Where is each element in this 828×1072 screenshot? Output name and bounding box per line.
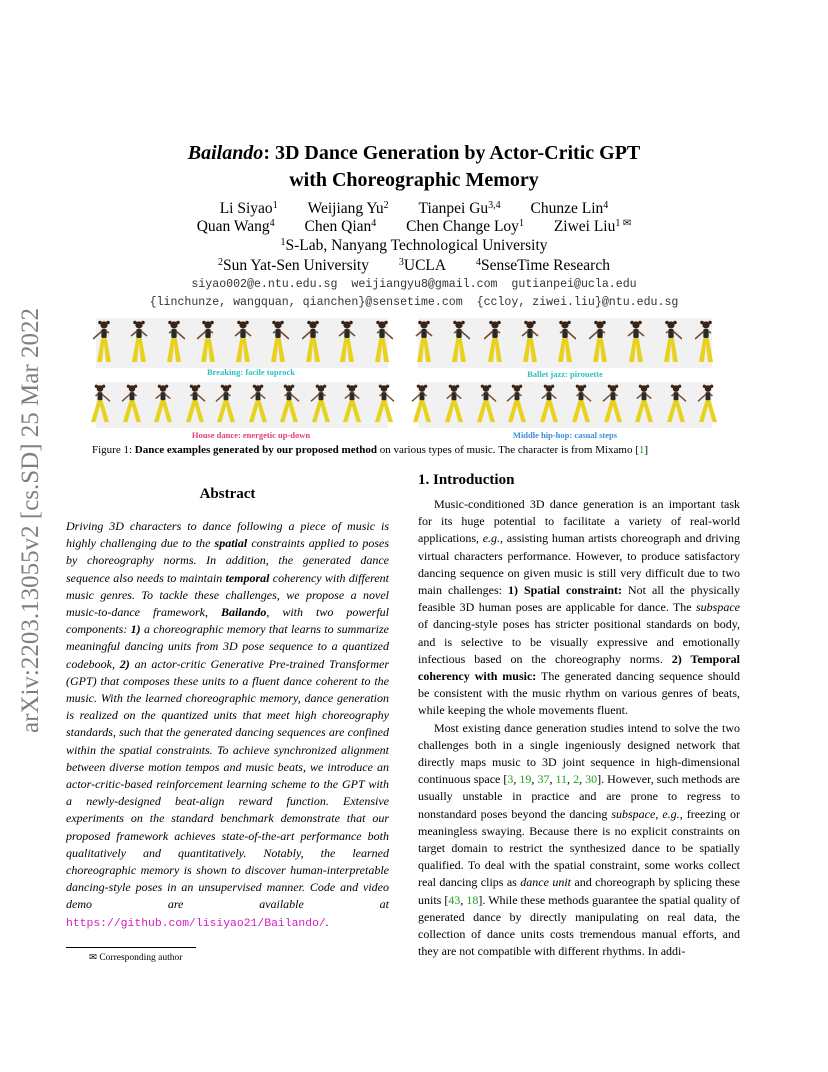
dancer-figure — [660, 320, 682, 364]
dancer-figure — [152, 384, 174, 424]
dancer-figure — [128, 320, 150, 364]
citation-link[interactable]: 43 — [448, 892, 461, 907]
label-ballet: Ballet jazz: pirouette — [527, 369, 603, 379]
intro-paragraph-2: Most existing dance generation studies intend to solve the two challenges both in a single ingeniously designed network that directly maps music to 3D joint sequence in high-dimensional continuous space [3, 19, 37, 11, 2, 30]. However, such methods are usually unstable in practice and are prone to regress to nonstandard poses beyond the dancing subspace, e.g., freezing or meaningless swaying. Because there is no explicit constraints on target domain to restrict the synthesized dance to be spatially qualified. To deal with the spatial constraint, some works collect real dancing clips as dance unit and choreograph by splicing these units [43, 18]. While these methods guarantee the spatial quality of generated dance by directly manipulating on real data, the collection of dance units costs tremendous manual efforts, and they are not compatible with different rhythms. In addi- — [418, 720, 741, 959]
citation-link[interactable]: 18 — [466, 892, 479, 907]
affiliations-2: $^2$Sun Yat-Sen University $^3$UCLA $^4$SenseTime Research — [218, 257, 610, 274]
dancer-figure — [589, 320, 611, 364]
citation-link[interactable]: 2 — [573, 772, 580, 787]
footnote: ✉ Corresponding author — [89, 953, 183, 963]
footnote-rule — [66, 947, 196, 948]
arxiv-stamp: arXiv:2203.13055v2 [cs.SD] 25 Mar 2022 — [17, 308, 44, 733]
dancer-figure — [89, 384, 111, 424]
affiliation-1: $^1$S-Lab, Nanyang Technological University — [280, 237, 548, 254]
dancer-figure — [665, 384, 687, 424]
dancer-figure — [163, 320, 185, 364]
author: Chunze Lin$^4$ — [530, 200, 609, 217]
dancer-figure — [267, 320, 289, 364]
dancer-figure — [336, 320, 358, 364]
dancer-figure — [247, 384, 269, 424]
dancer-figure — [121, 384, 143, 424]
author: Weijiang Yu$^2$ — [307, 200, 389, 217]
dancer-figure — [411, 384, 433, 424]
dancer-figure — [602, 384, 624, 424]
dancer-figure — [232, 320, 254, 364]
citation-link[interactable]: 11 — [555, 772, 568, 787]
author: Tianpei Gu$^{3,4}$ — [418, 200, 501, 217]
citation-link[interactable]: 1 — [638, 444, 645, 456]
dancer-figure — [695, 320, 717, 364]
dancer-figure — [519, 320, 541, 364]
author: Chen Qian$^4$ — [304, 218, 377, 235]
citation-link[interactable]: 30 — [585, 772, 598, 787]
dancer-figure — [625, 320, 647, 364]
citation-link[interactable]: 37 — [537, 772, 550, 787]
dancer-figure — [310, 384, 332, 424]
dancer-figure — [302, 320, 324, 364]
author: Li Siyao$^1$ — [219, 200, 278, 217]
dancer-figure — [215, 384, 237, 424]
intro-body — [418, 496, 740, 960]
dancer-figure — [278, 384, 300, 424]
dancer-figure — [373, 384, 395, 424]
author: Chen Change Loy$^1$ — [406, 218, 524, 235]
paper-title — [0, 140, 828, 194]
intro-paragraph-1: Music-conditioned 3D dance generation is an important task for its huge potential to facilitate a variety of real-world applications, e.g., assisting human artists choreograph and driving virtual characters performance. However, to produce satisfactory dancing sequence on given music is still very difficult due to two main challenges: 1) Spatial constraint: Not all the physically feasible 3D human poses are applicable for dance. The subspace of dancing-style poses has stricter positional standards on body, and is selective to be visually expressive and emotionally infectious based on the choreography norms. 2) Temporal coherency with music: The generated dancing sequence should be consistent with the music rhythm on various genres of beats, while keeping the whole movements fluent. — [418, 497, 741, 718]
label-breaking: Breaking: facile toprock — [207, 367, 295, 377]
citation-link[interactable]: 19 — [519, 772, 532, 787]
label-hiphop: Middle hip-hop: casual steps — [512, 430, 618, 440]
dancer-figure — [93, 320, 115, 364]
authors-row-1 — [0, 199, 828, 218]
dancer-figure — [448, 320, 470, 364]
dancer-figure — [633, 384, 655, 424]
dancer-figure — [341, 384, 363, 424]
intro-heading: 1. Introduction — [418, 472, 515, 488]
emails-line-1: siyao002@e.ntu.edu.sg weijiangyu8@gmail.com gutianpei@ucla.edu — [191, 278, 637, 291]
dancer-figure — [184, 384, 206, 424]
dancer-figure — [570, 384, 592, 424]
abstract-heading: Abstract — [199, 486, 256, 502]
figure-caption: Figure 1: Dance examples generated by our proposed method on various types of music. The character is from Mixamo [1] — [92, 444, 649, 456]
label-house: House dance: energetic up-down — [191, 430, 311, 440]
citation-link[interactable]: 3 — [507, 772, 514, 787]
dancer-figure — [413, 320, 435, 364]
title-rest: : 3D Dance Generation by Actor-Critic GPT — [263, 142, 641, 164]
abstract-body: Driving 3D characters to dance following a piece of music is highly challenging due to the spatial constraints applied to poses by choreography norms. In addition, the generated dance sequence also needs to maintain temporal coherency with different music genres. To tackle these challenges, we propose a novel music-to-dance framework, Bailando, with two powerful components: 1) a choreographic memory that learns to summarize meaningful dancing units from 3D pose sequence to a quantized codebook, 2) an actor-critic Generative Pre-trained Transformer (GPT) that composes these units to a fluent dance coherent to the music. With the learned choreographic memory, dance generation is realized on the quantized units that meet high choreography standards, such that the generated dancing sequences are confined within the spatial constraints. To achieve synchronized alignment between diverse motion tempos and music beats, we introduce an actor-critic-based reinforcement learning scheme to the GPT with a newly-designed beat-align reward function. Extensive experiments on the standard benchmark demonstrate that our proposed framework achieves state-of-the-art performance both qualitatively and quantitatively. Notably, the learned choreographic memory is shown to discover human-interpretable dancing-style poses in an unsupervised manner. Code and video demo are available at https://github.com/lisiyao21/Bailando/. — [66, 519, 390, 930]
dancer-figure — [506, 384, 528, 424]
dancer-figure — [197, 320, 219, 364]
dancer-figure — [475, 384, 497, 424]
author: Ziwei Liu$^{1 ✉}$ — [553, 218, 632, 235]
dancer-figure — [554, 320, 576, 364]
dancer-figure — [484, 320, 506, 364]
dancer-figure — [371, 320, 393, 364]
emails-line-2: {linchunze, wangquan, qianchen}@sensetime.com {ccloy, ziwei.liu}@ntu.edu.sg — [149, 296, 679, 309]
dancer-figure — [443, 384, 465, 424]
authors-row-2 — [0, 217, 828, 236]
dancer-figure — [697, 384, 719, 424]
dancer-figure — [538, 384, 560, 424]
title-line2: with Choreographic Memory — [289, 169, 539, 191]
title-name: Bailando — [187, 142, 264, 164]
author: Quan Wang$^4$ — [196, 218, 275, 235]
code-link[interactable]: https://github.com/lisiyao21/Bailando/ — [66, 917, 326, 930]
